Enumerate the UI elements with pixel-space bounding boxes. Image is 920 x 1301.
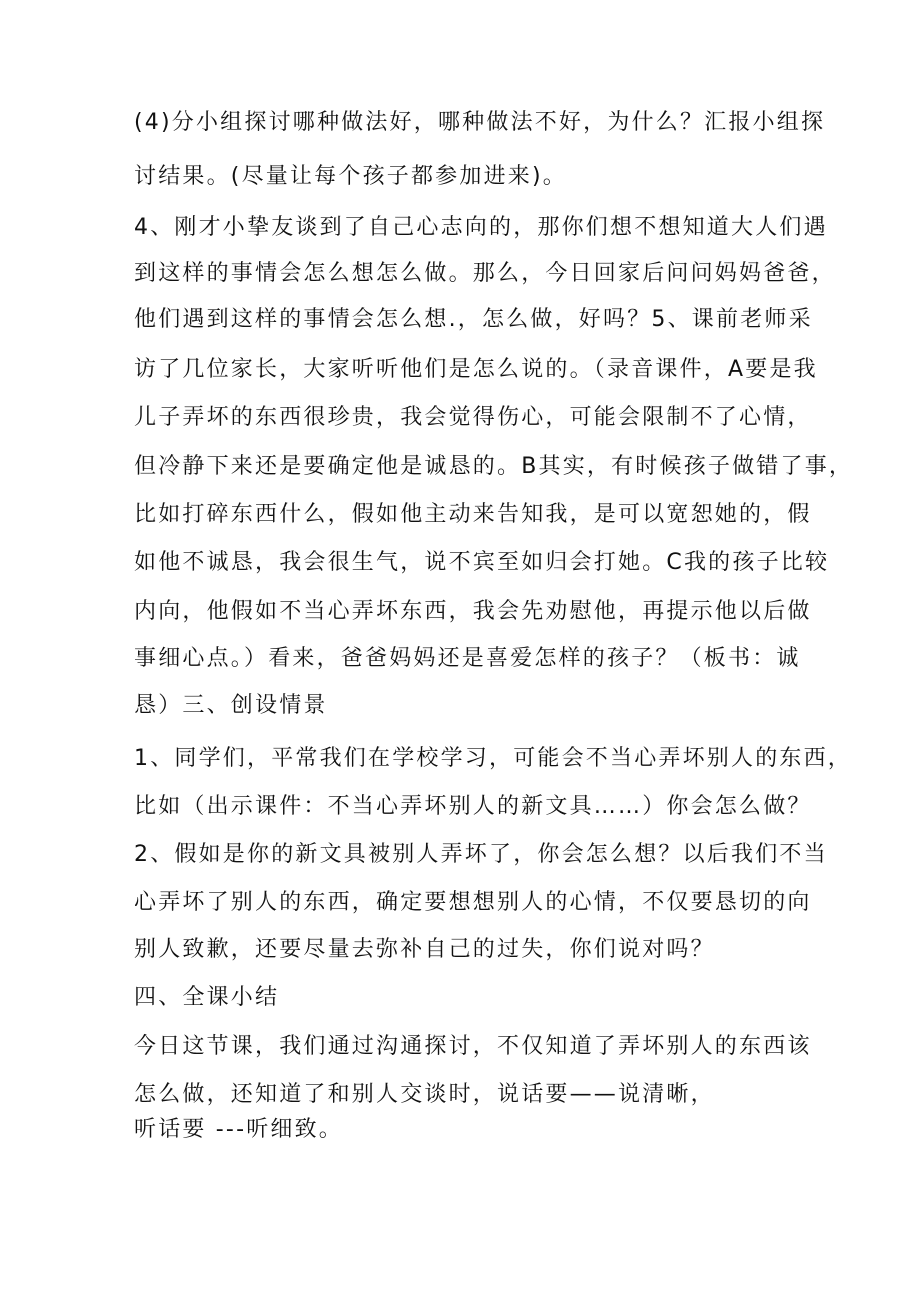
text-line: 听话要 ---听细致。: [134, 1117, 344, 1142]
text-line: 4、刚才小挚友谈到了自己心志向的，那你们想不想知道大人们遇: [134, 215, 828, 240]
text-line: 内向，他假如不当心弄坏东西，我会先劝慰他，再提示他以后做: [134, 599, 812, 624]
text-line: 访了几位家长，大家听听他们是怎么说的。（录音课件，A要是我: [134, 357, 818, 382]
text-line: 今日这节课，我们通过沟通探讨，不仅知道了弄坏别人的东西该: [134, 1034, 812, 1059]
text-line: (4)分小组探讨哪种做法好，哪种做法不好，为什么？汇报小组探: [134, 110, 826, 135]
text-line: 别人致歉，还要尽量去弥补自己的过失，你们说对吗？: [134, 937, 715, 962]
text-line: 但冷静下来还是要确定他是诚恳的。B其实，有时候孩子做错了事，: [134, 454, 854, 479]
text-line: 讨结果。(尽量让每个孩子都参加进来)。: [134, 164, 567, 189]
section-heading: 四、全课小结: [134, 985, 280, 1010]
text-line: 他们遇到这样的事情会怎么想.，怎么做，好吗？5、课前老师采: [134, 307, 813, 332]
text-line: 2、假如是你的新文具被别人弄坏了，你会怎么想？以后我们不当: [134, 842, 828, 867]
text-line: 1、同学们，平常我们在学校学习，可能会不当心弄坏别人的东西，: [134, 746, 852, 771]
text-line: 心弄坏了别人的东西，确定要想想别人的心情，不仅要恳切的向: [134, 890, 812, 915]
text-line: 事细心点。）看来，爸爸妈妈还是喜爱怎样的孩子？（板书：诚: [134, 646, 801, 671]
text-line: 恳）三、创设情景: [134, 693, 328, 718]
text-line: 如他不诚恳，我会很生气，说不宾至如归会打她。C我的孩子比较: [134, 550, 830, 575]
text-line: 怎么做，还知道了和别人交谈时，说话要——说清晰，: [134, 1082, 715, 1107]
text-line: 比如（出示课件：不当心弄坏别人的新文具……）你会怎么做？: [134, 794, 812, 819]
text-line: 比如打碎东西什么，假如他主动来告知我，是可以宽恕她的，假: [134, 502, 812, 527]
text-line: 到这样的事情会怎么想怎么做。那么，今日回家后问问妈妈爸爸，: [134, 261, 836, 286]
text-line: 儿子弄坏的东西很珍贵，我会觉得伤心，可能会限制不了心情，: [134, 405, 812, 430]
